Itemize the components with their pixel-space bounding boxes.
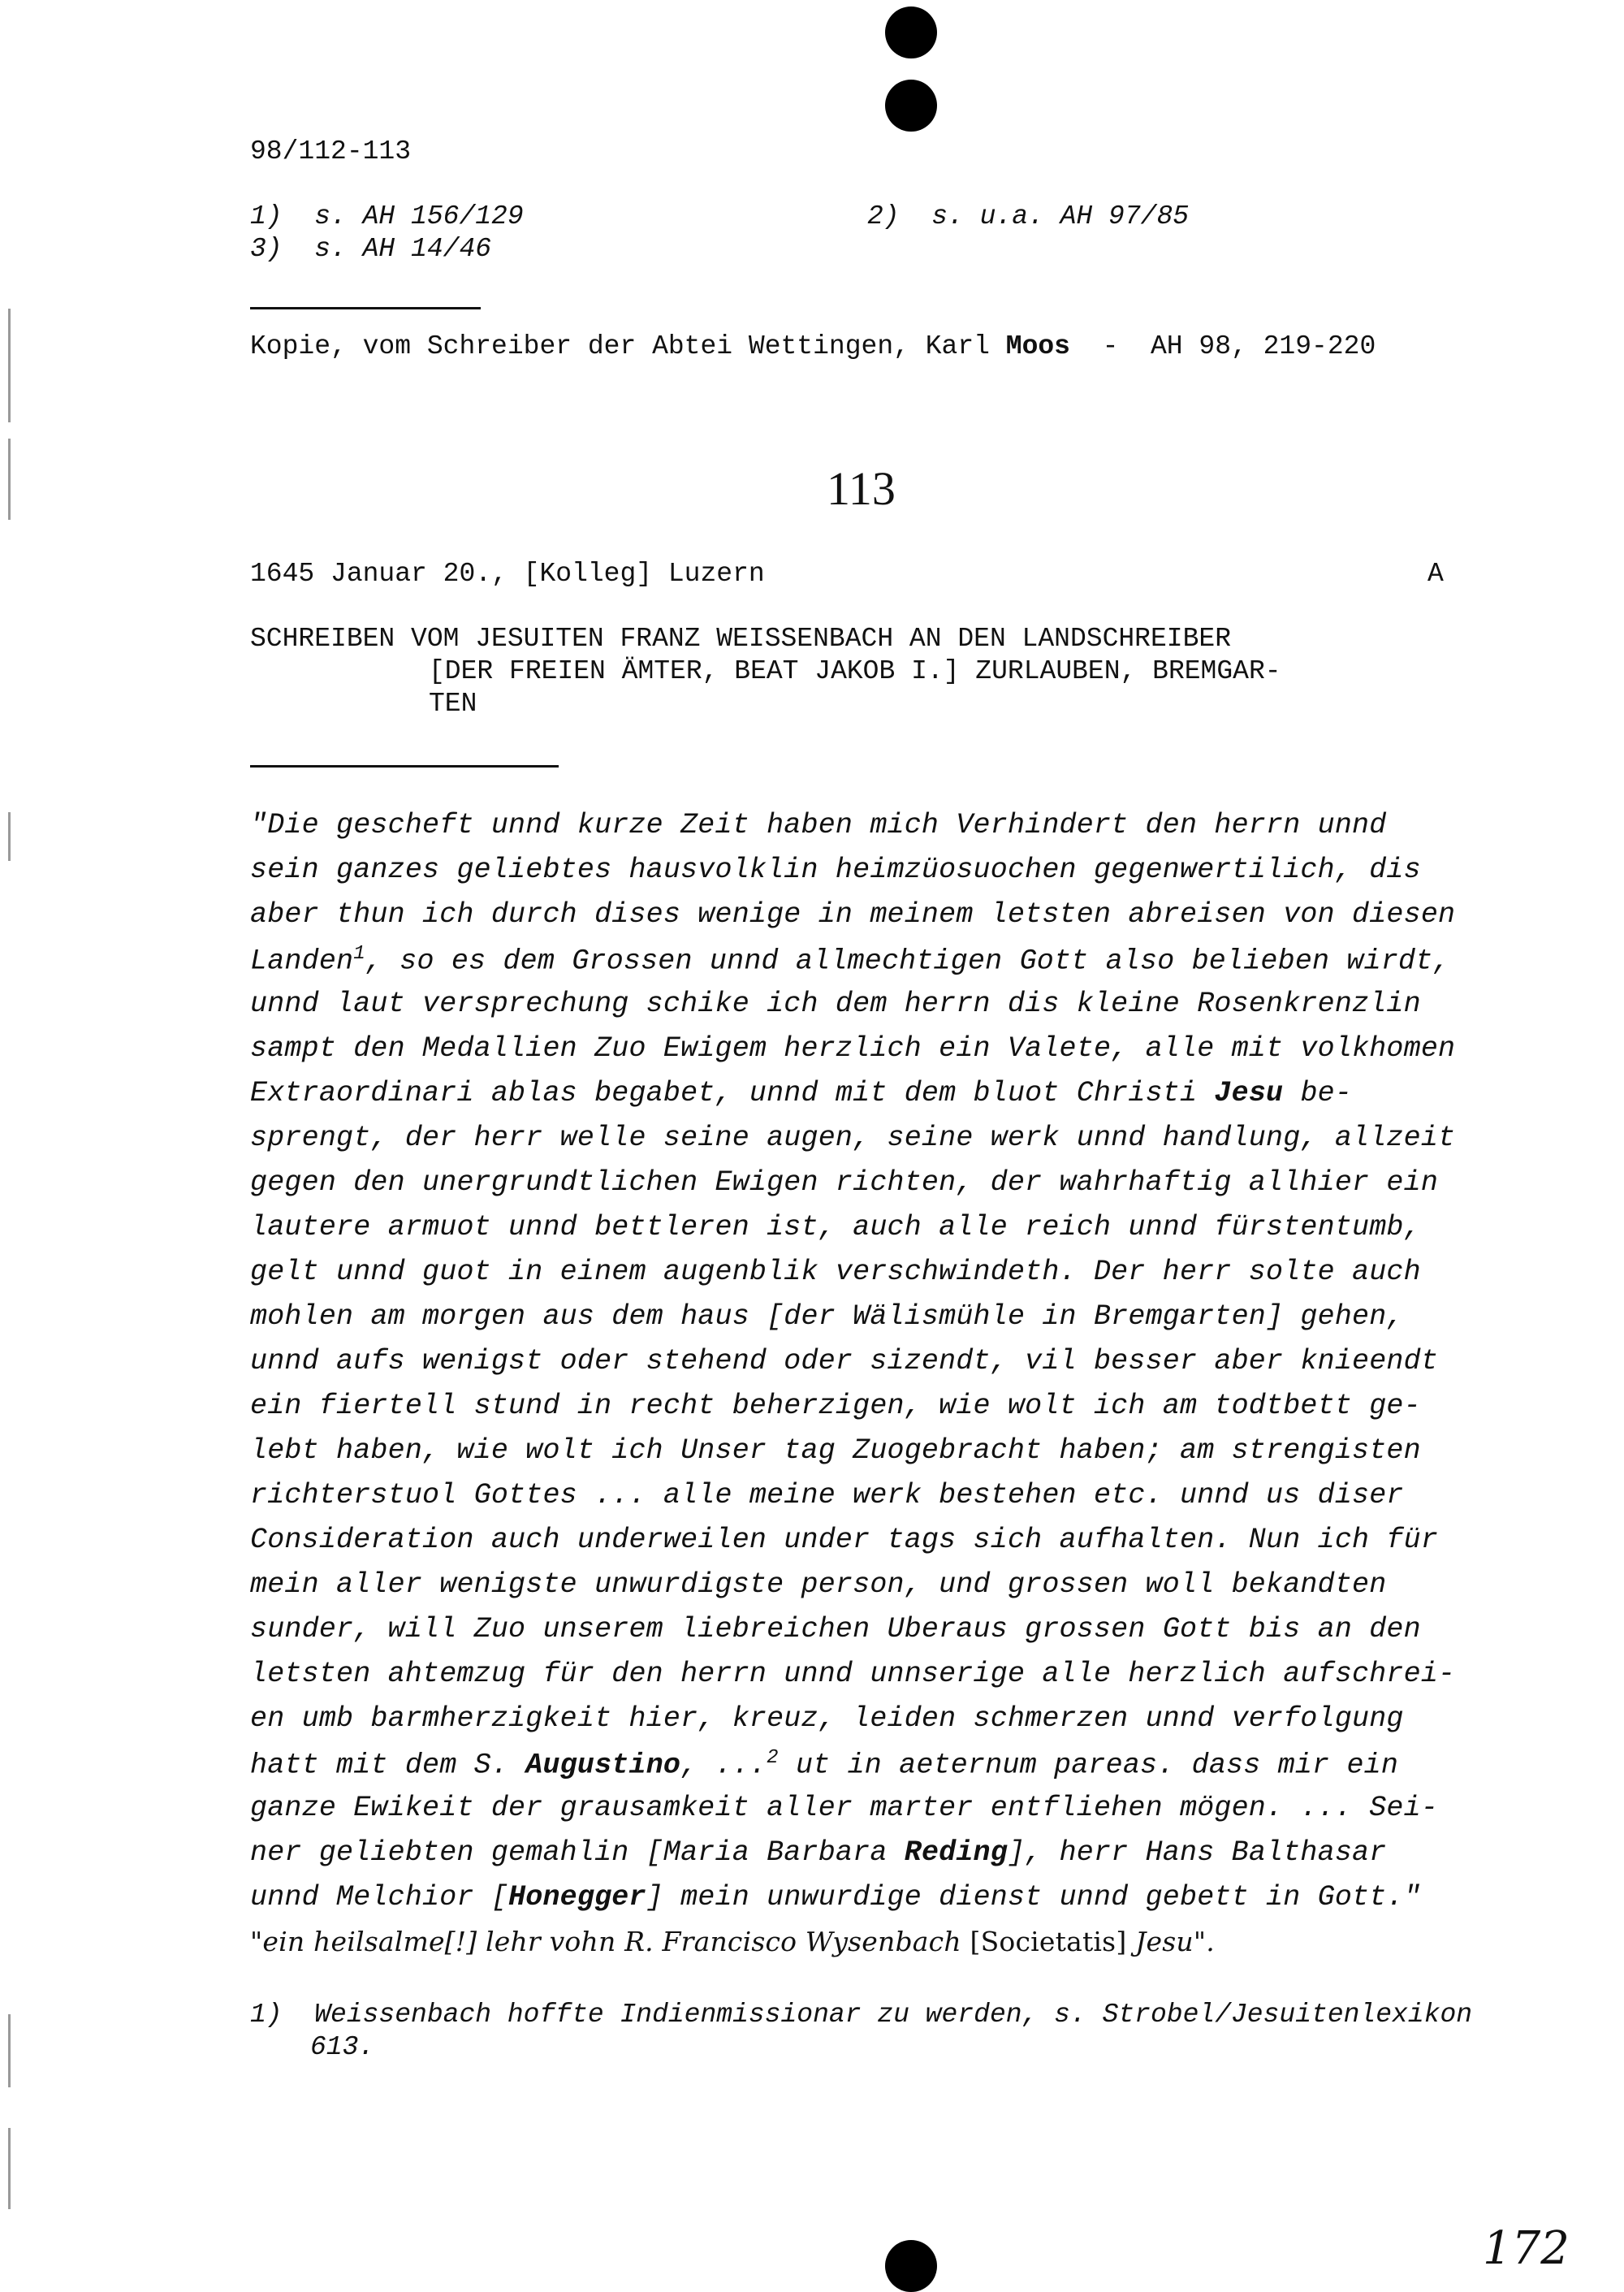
binder-hole-top (885, 6, 937, 58)
letter-line: sprengt, der herr welle seine augen, seine werk unnd handlung, allzeit (250, 1122, 1456, 1154)
document-title: TEN (429, 689, 477, 719)
scan-margin-mark (8, 309, 11, 422)
folio-number: 172 (1483, 2222, 1570, 2275)
letter-line: richterstuol Gottes ... alle meine werk bestehen etc. unnd us diser (250, 1479, 1404, 1511)
letter-line: gegen den unergrundtlichen Ewigen richten, der wahrhaftig allhier ein (250, 1166, 1439, 1199)
letter-line: Landen$^1$, so es dem Grossen unnd allmechtigen Gott also belieben wirdt, (250, 943, 1450, 978)
letter-line: ein fiertell stund in recht beherzigen, wie wolt ich am todtbett ge- (250, 1390, 1421, 1422)
footnote-1-cont: 613. (310, 2032, 375, 2062)
letter-line: ner geliebten gemahlin [Maria Barbara Reding], herr Hans Balthasar (250, 1836, 1387, 1869)
footnote-ref-3: 3) s. AH 14/46 (250, 234, 492, 264)
letter-line-endorsement: "ein heilsalme[!] lehr vohn R. Francisco Wysenbach [Societatis] Jesu". (250, 1926, 1215, 1957)
footnote-marker: 1 (353, 943, 365, 965)
document-title: [DER FREIEN ÄMTER, BEAT JAKOB I.] ZURLAUBEN, BREMGAR- (429, 656, 1281, 686)
source-suffix: - AH 98, 219-220 (1069, 331, 1376, 361)
letter-line: unnd laut versprechung schike ich dem herrn dis kleine Rosenkrenzlin (250, 988, 1421, 1020)
letter-line: letsten ahtemzug für den herrn unnd unnserige alle herzlich aufschrei- (250, 1658, 1456, 1690)
source-line (250, 331, 1376, 361)
binder-hole-bottom (885, 2240, 937, 2292)
letter-line: gelt unnd guot in einem augenblik verschwindeth. Der herr solte auch (250, 1256, 1421, 1288)
letter-line: unnd Melchior [Honegger] mein unwurdige dienst unnd gebett in Gott." (250, 1881, 1421, 1914)
letter-line: unnd aufs wenigst oder stehend oder sizendt, vil besser aber knieendt (250, 1345, 1439, 1377)
scan-margin-mark (8, 812, 11, 861)
letter-line: lebt haben, wie wolt ich Unser tag Zuogebracht haben; am strengisten (250, 1434, 1421, 1467)
dateline: 1645 Januar 20., [Kolleg] Luzern (250, 559, 765, 589)
letter-line: "Die gescheft unnd kurze Zeit haben mich Verhindert den herrn unnd (250, 809, 1387, 841)
letter-line: en umb barmherzigkeit hier, kreuz, leiden schmerzen unnd verfolgung (250, 1702, 1404, 1735)
footnote-ref-2: 2) s. u.a. AH 97/85 (867, 201, 1190, 231)
binder-hole-second (885, 80, 937, 132)
dateline-label: A (1427, 559, 1444, 589)
document-title: SCHREIBEN VOM JESUITEN FRANZ WEISSENBACH AN DEN LANDSCHREIBER (250, 624, 1231, 654)
scan-margin-mark (8, 2014, 11, 2087)
letter-line: ganze Ewikeit der grausamkeit aller marter entfliehen mögen. ... Sei- (250, 1792, 1439, 1824)
footnote-marker: 2 (767, 1747, 779, 1769)
source-name: Moos (1005, 331, 1070, 361)
letter-line: sunder, will Zuo unserem liebreichen Uberaus grossen Gott bis an den (250, 1613, 1421, 1645)
divider-rule (250, 307, 481, 309)
divider-rule (250, 765, 559, 768)
letter-line: mein aller wenigste unwurdigste person, und grossen woll bekandten (250, 1568, 1387, 1601)
source-prefix: Kopie, vom Schreiber der Abtei Wettingen, Karl (250, 331, 1006, 361)
letter-line: sampt den Medallien Zuo Ewigem herzlich ein Valete, alle mit volkhomen (250, 1032, 1456, 1065)
footnote-ref-1: 1) s. AH 156/129 (250, 201, 524, 231)
letter-line: Extraordinari ablas begabet, unnd mit dem bluot Christi Jesu be- (250, 1077, 1353, 1109)
letter-line: aber thun ich durch dises wenige in meinem letsten abreisen von diesen (250, 898, 1456, 931)
letter-line: mohlen am morgen aus dem haus [der Wälismühle in Bremgarten] gehen, (250, 1300, 1404, 1333)
document-number: 113 (827, 462, 896, 515)
scan-margin-mark (8, 2128, 11, 2209)
letter-line: Consideration auch underweilen under tags sich aufhalten. Nun ich für (250, 1524, 1439, 1556)
scan-margin-mark (8, 439, 11, 520)
file-reference: 98/112-113 (250, 136, 412, 166)
letter-line: lautere armuot unnd bettleren ist, auch alle reich unnd fürstentumb, (250, 1211, 1421, 1243)
footnote-1: 1) Weissenbach hoffte Indienmissionar zu werden, s. Strobel/Jesuitenlexikon (250, 2000, 1473, 2030)
letter-line: hatt mit dem S. Augustino, ...$^2$ ut in aeternum pareas. dass mir ein (250, 1747, 1399, 1782)
letter-line: sein ganzes geliebtes hausvolklin heimzüosuochen gegenwertilich, dis (250, 854, 1421, 886)
